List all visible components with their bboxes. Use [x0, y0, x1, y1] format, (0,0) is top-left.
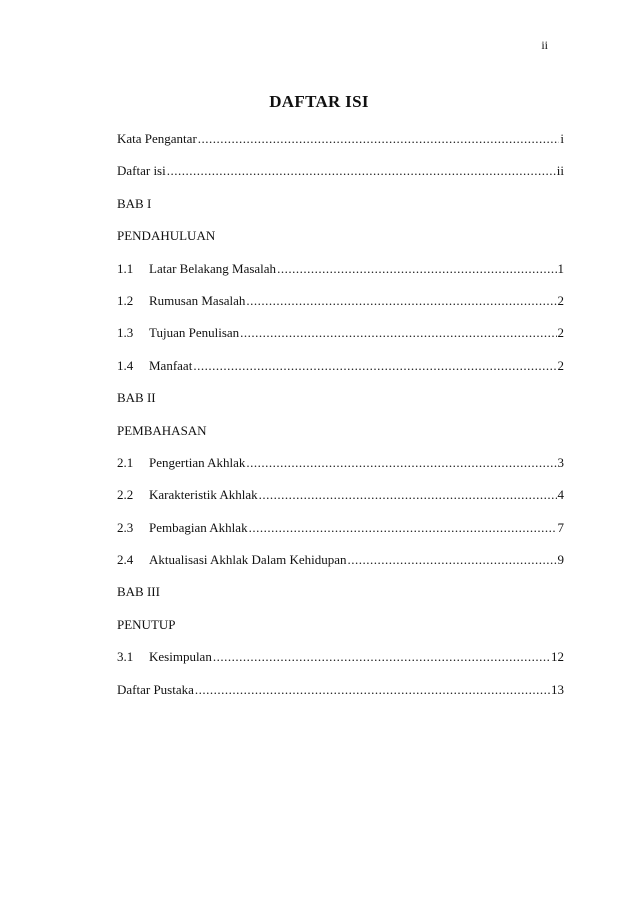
toc-chapter-heading: BAB I [117, 195, 152, 211]
table-of-contents [117, 131, 564, 714]
toc-entry-label: Daftar Pustaka [117, 681, 194, 697]
toc-entry-daftar-pustaka [117, 682, 564, 714]
toc-entry-page: 1 [557, 260, 564, 276]
toc-entry-page: 9 [557, 552, 564, 568]
toc-entry [117, 358, 564, 390]
page-number: ii [541, 38, 548, 52]
toc-entry-page: 4 [557, 487, 564, 503]
toc-chapter-title: PENUTUP [117, 616, 176, 632]
toc-leader-dots [249, 520, 557, 536]
toc-entry-page: i [560, 131, 564, 146]
toc-entry [117, 649, 564, 681]
toc-chapter-title: PENDAHULUAN [117, 228, 216, 244]
toc-entry [117, 487, 564, 519]
toc-chapter-title: PEMBAHASAN [117, 422, 207, 438]
toc-entry-number: 1.2 [117, 292, 134, 308]
page-title: DAFTAR ISI [269, 92, 369, 111]
toc-entry [117, 520, 564, 552]
toc-entry [117, 293, 564, 325]
toc-entry-label: Pembagian Akhlak [149, 519, 248, 535]
toc-entry [117, 325, 564, 357]
toc-entry-label: Kesimpulan [149, 649, 212, 665]
toc-entry-number: 1.1 [117, 260, 134, 276]
toc-entry-page: ii [556, 163, 564, 179]
toc-entry-label: Daftar isi [117, 163, 166, 179]
toc-entry-number: 3.1 [117, 649, 134, 665]
toc-entry-number: 2.4 [117, 552, 134, 568]
toc-entry-page: 2 [557, 357, 564, 373]
toc-leader-dots [167, 163, 556, 179]
toc-entry-label: Manfaat [149, 357, 193, 373]
toc-leader-dots [259, 487, 557, 503]
toc-entry-number: 1.3 [117, 325, 134, 341]
toc-entry [117, 261, 564, 293]
toc-leader-dots [348, 552, 557, 568]
toc-entry-number: 2.2 [117, 487, 134, 503]
toc-entry-page: 2 [557, 325, 564, 341]
toc-entry-page: 12 [551, 649, 564, 665]
toc-entry-daftar-isi [117, 163, 564, 195]
toc-leader-dots [277, 261, 556, 277]
toc-entry-page: 3 [557, 454, 564, 470]
toc-chapter-heading: BAB II [117, 390, 156, 406]
toc-entry-page: 7 [557, 519, 564, 535]
toc-entry-page: 13 [551, 681, 564, 697]
toc-entry-number: 2.3 [117, 519, 134, 535]
toc-entry [117, 455, 564, 487]
toc-entry-label: Pengertian Akhlak [149, 454, 246, 470]
toc-leader-dots [193, 358, 556, 374]
toc-entry-label: Karakteristik Akhlak [149, 487, 258, 503]
toc-leader-dots [198, 131, 560, 147]
toc-entry-label: Tujuan Penulisan [149, 325, 240, 341]
toc-leader-dots [213, 649, 550, 665]
toc-entry-kata-pengantar [117, 131, 564, 163]
toc-leader-dots [246, 455, 556, 471]
toc-entry-label: Latar Belakang Masalah [149, 260, 277, 276]
toc-leader-dots [240, 325, 556, 341]
toc-chapter-heading: BAB III [117, 584, 160, 600]
toc-leader-dots [195, 682, 550, 698]
toc-entry [117, 552, 564, 584]
toc-entry-number: 2.1 [117, 454, 134, 470]
toc-entry-label: Rumusan Masalah [149, 292, 246, 308]
toc-entry-label: Aktualisasi Akhlak Dalam Kehidupan [149, 552, 347, 568]
toc-entry-label: Kata Pengantar [117, 131, 197, 146]
toc-entry-number: 1.4 [117, 357, 134, 373]
toc-leader-dots [246, 293, 556, 309]
toc-entry-page: 2 [557, 292, 564, 308]
